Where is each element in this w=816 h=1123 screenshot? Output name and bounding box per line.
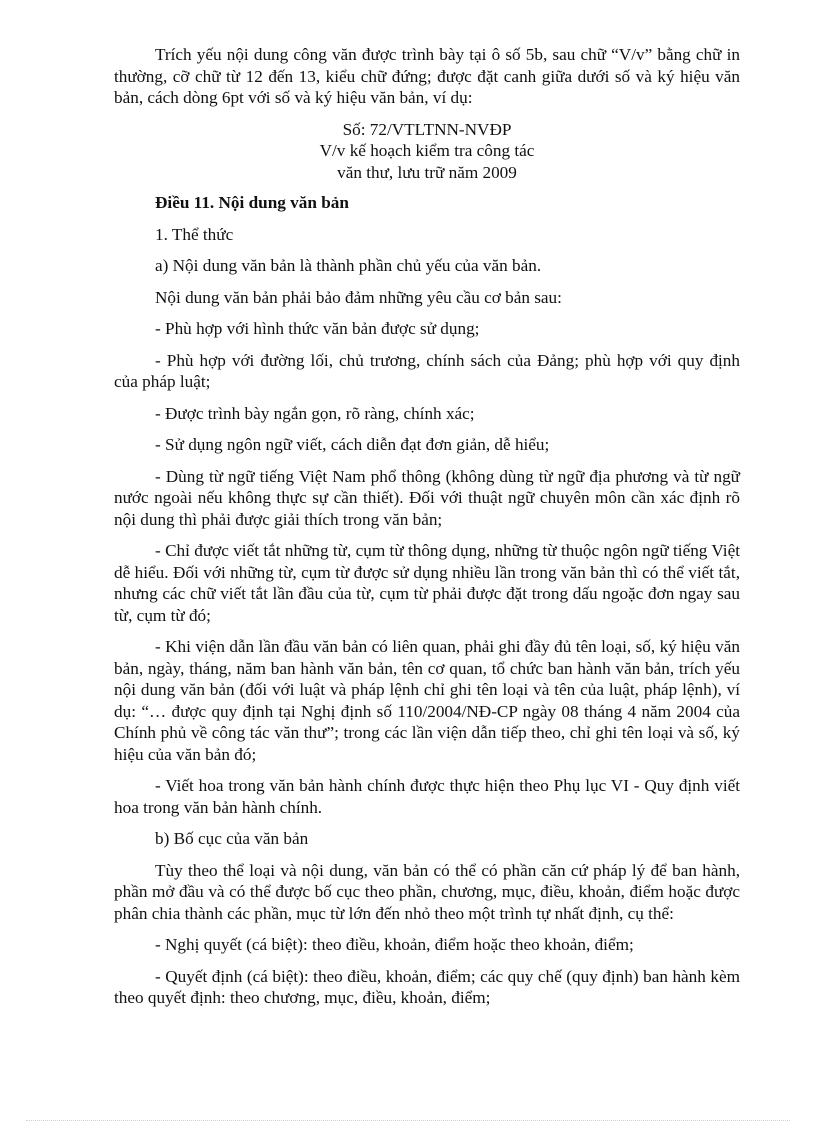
- requirement-item: - Được trình bày ngắn gọn, rõ ràng, chính xác;: [155, 403, 475, 423]
- item-b: b) Bố cục của văn bản: [155, 829, 309, 848]
- article-heading: Điều 11. Nội dung văn bản: [155, 193, 349, 212]
- item-a: a) Nội dung văn bản là thành phần chủ yếu của văn bản.: [155, 256, 542, 275]
- section-heading: 1. Thể thức: [155, 224, 234, 244]
- example-subject-line-1: V/v kế hoạch kiểm tra công tác: [319, 141, 535, 160]
- requirement-item: - Dùng từ ngữ tiếng Việt Nam phổ thông (không dùng từ ngữ địa phương và từ ngữ nước ngoài nếu không thực sự cần thiết). Đối với thuật ngữ chuyên môn cần xác định rõ nội dung thì phải được giải thích trong văn bản;: [114, 466, 740, 529]
- requirement-item: - Phù hợp với hình thức văn bản được sử dụng;: [155, 319, 480, 338]
- layout-paragraph: Tùy theo thể loại và nội dung, văn bản có thể có phần căn cứ pháp lý để ban hành, phần mở đầu và có thể được bố cục theo phần, chương, mục, điều, khoản, điểm hoặc được phân chia thành các phần, mục từ lớn đến nhỏ theo một trình tự nhất định, cụ thể:: [114, 860, 740, 923]
- intro-paragraph: Trích yếu nội dung công văn được trình bày tại ô số 5b, sau chữ “V/v” bằng chữ in thường, cỡ chữ từ 12 đến 13, kiểu chữ đứng; được đặt canh giữa dưới số và ký hiệu văn bản, cách dòng 6pt với số và ký hiệu văn bản, ví dụ:: [114, 45, 740, 107]
- page-bottom-divider: [26, 1120, 790, 1121]
- layout-item: - Nghị quyết (cá biệt): theo điều, khoản, điểm hoặc theo khoản, điểm;: [155, 935, 634, 954]
- requirement-item: - Phù hợp với đường lối, chủ trương, chính sách của Đảng; phù hợp với quy định của pháp luật;: [114, 350, 740, 391]
- requirements-intro: Nội dung văn bản phải bảo đảm những yêu cầu cơ bản sau:: [155, 287, 562, 307]
- layout-item: - Quyết định (cá biệt): theo điều, khoản, điểm; các quy chế (quy định) ban hành kèm theo quyết định: theo chương, mục, điều, khoản, điểm;: [114, 966, 740, 1007]
- example-subject-line-2: văn thư, lưu trữ năm 2009: [337, 162, 517, 182]
- example-block: [114, 119, 740, 184]
- requirement-item: - Viết hoa trong văn bản hành chính được thực hiện theo Phụ lục VI - Quy định viết hoa trong văn bản hành chính.: [114, 776, 740, 817]
- requirement-item: - Khi viện dẫn lần đầu văn bản có liên quan, phải ghi đầy đủ tên loại, số, ký hiệu văn bản, ngày, tháng, năm ban hành văn bản, tên cơ quan, tổ chức ban hành văn bản, trích yếu nội dung văn bản (đối với luật và pháp lệnh chỉ ghi tên loại và tên của luật, pháp lệnh), ví dụ: “… được quy định tại Nghị định số 110/2004/NĐ-CP ngày 08 tháng 4 năm 2004 của Chính phủ về công tác văn thư”; trong các lần viện dẫn tiếp theo, chỉ ghi tên loại và số, ký hiệu của văn bản đó;: [114, 637, 740, 764]
- requirement-item: - Sử dụng ngôn ngữ viết, cách diễn đạt đơn giản, dễ hiểu;: [155, 435, 550, 454]
- document-page: [114, 44, 740, 1019]
- requirement-item: - Chỉ được viết tắt những từ, cụm từ thông dụng, những từ thuộc ngôn ngữ tiếng Việt dễ hiểu. Đối với những từ, cụm từ được sử dụng nhiều lần trong văn bản thì có thể viết tắt, nhưng các chữ viết tắt lần đầu của từ, cụm từ phải được đặt trong dấu ngoặc đơn ngay sau từ, cụm từ đó;: [114, 541, 740, 625]
- example-document-number: Số: 72/VTLTNN-NVĐP: [342, 119, 512, 139]
